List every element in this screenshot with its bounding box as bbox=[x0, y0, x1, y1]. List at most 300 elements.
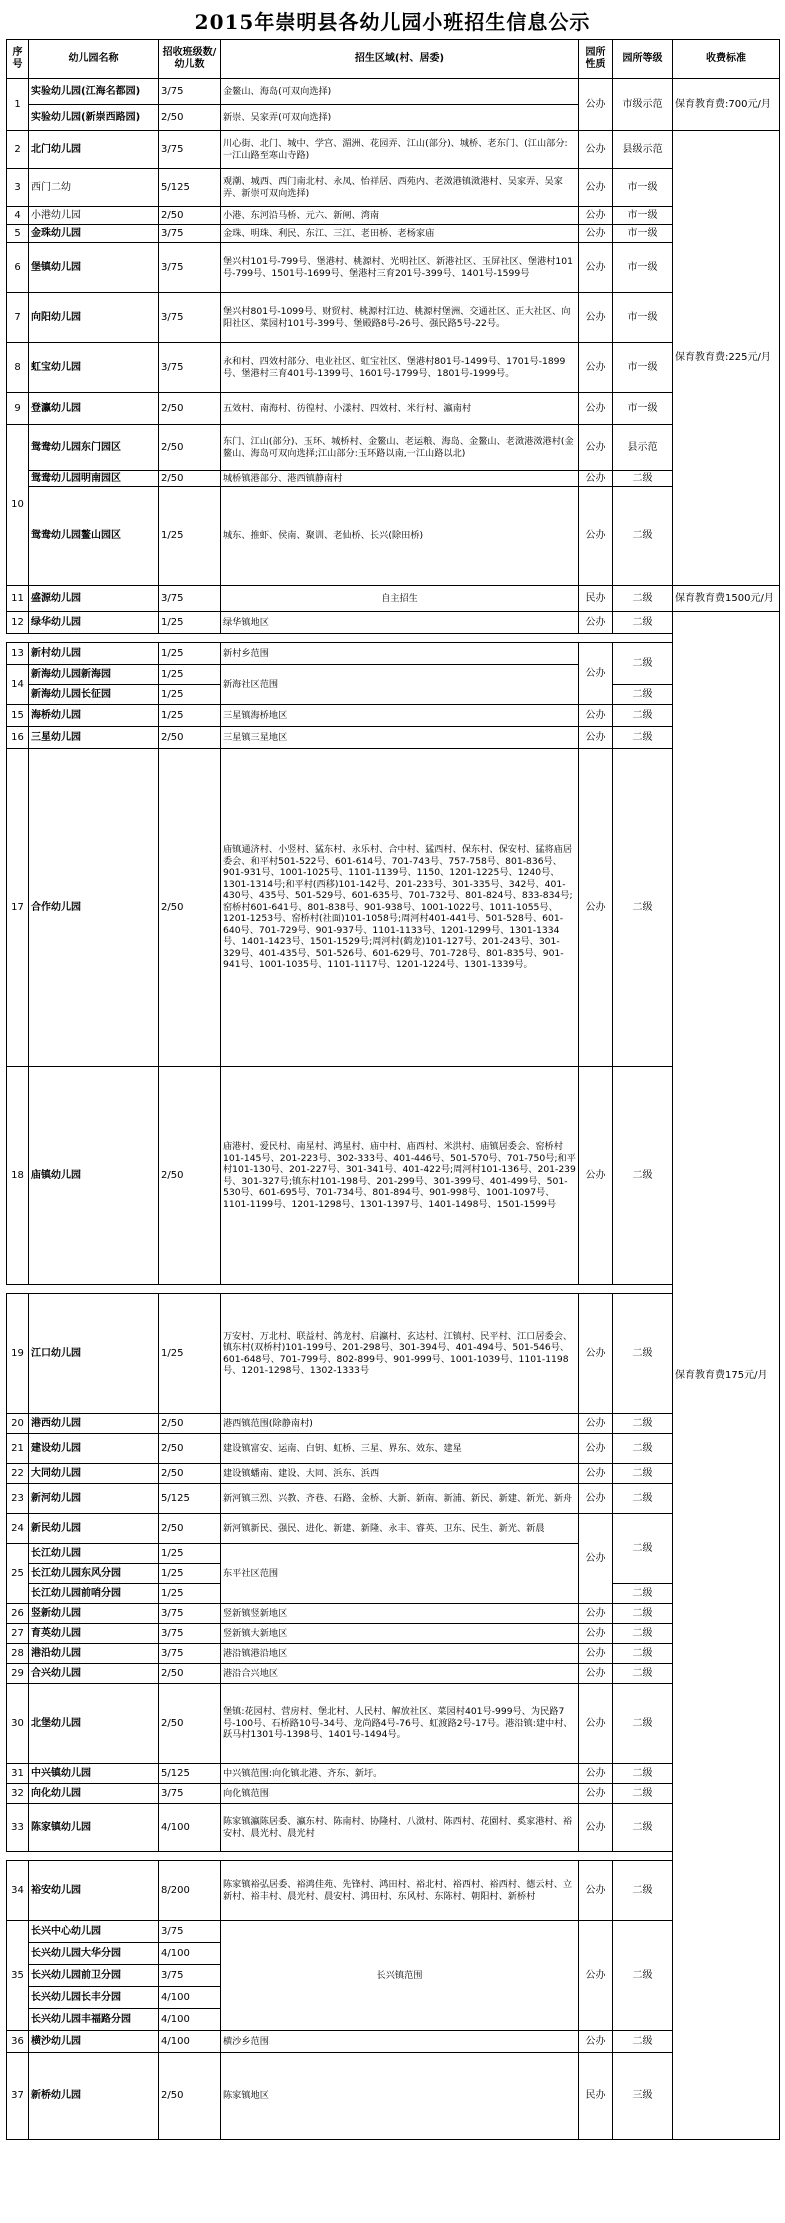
area-cell: 中兴镇范围:向化镇北港、齐东、新圩。 bbox=[221, 1764, 579, 1784]
nature-cell: 公办 bbox=[579, 727, 613, 749]
quota-cell: 2/50 bbox=[159, 1464, 221, 1484]
area-cell: 堡镇:花园村、营房村、堡北村、人民村、解放社区、菜园村401号-999号、为民路7号-100号、石桥路10号-34号、龙尚路4号-76号、虹渡路2号-17号。港沿镇:建中村、跃马村1301号-1398号、1401号-1494号。 bbox=[221, 1684, 579, 1764]
area-cell: 自主招生 bbox=[221, 586, 579, 612]
seq-cell: 32 bbox=[7, 1784, 29, 1804]
table-row bbox=[7, 1804, 780, 1852]
quota-cell: 2/50 bbox=[159, 1514, 221, 1544]
quota-cell: 1/25 bbox=[159, 643, 221, 665]
nature-cell: 公办 bbox=[579, 425, 613, 471]
quota-cell: 1/25 bbox=[159, 1564, 221, 1584]
area-cell: 长兴镇范围 bbox=[221, 1921, 579, 2031]
grade-cell: 市级示范 bbox=[613, 79, 673, 131]
name-cell: 长兴幼儿园长丰分园 bbox=[29, 1987, 159, 2009]
nature-cell: 公办 bbox=[579, 1804, 613, 1852]
seq-cell: 30 bbox=[7, 1684, 29, 1764]
quota-cell: 4/100 bbox=[159, 1943, 221, 1965]
area-cell: 小港、东河沿马桥、元六、新闸、湾南 bbox=[221, 207, 579, 225]
grade-cell: 二级 bbox=[613, 1604, 673, 1624]
header-quota: 招收班级数/幼儿数 bbox=[159, 40, 221, 79]
grade-cell: 二级 bbox=[613, 2031, 673, 2053]
table-row bbox=[7, 1464, 780, 1484]
seq-cell: 20 bbox=[7, 1414, 29, 1434]
nature-cell: 公办 bbox=[579, 1664, 613, 1684]
name-cell: 向化幼儿园 bbox=[29, 1784, 159, 1804]
name-cell: 堡镇幼儿园 bbox=[29, 243, 159, 293]
nature-cell: 公办 bbox=[579, 1067, 613, 1285]
grade-cell: 二级 bbox=[613, 1804, 673, 1852]
enrollment-table bbox=[6, 39, 780, 2140]
grade-cell: 二级 bbox=[613, 1414, 673, 1434]
quota-cell: 3/75 bbox=[159, 1965, 221, 1987]
table-row bbox=[7, 393, 780, 425]
nature-cell: 公办 bbox=[579, 393, 613, 425]
table-row bbox=[7, 2053, 780, 2140]
quota-cell: 2/50 bbox=[159, 207, 221, 225]
name-cell: 鸳鸯幼儿园东门园区 bbox=[29, 425, 159, 471]
seq-cell: 11 bbox=[7, 586, 29, 612]
area-cell: 万安村、万北村、联益村、鸽龙村、启瀛村、玄达村、江镇村、民平村、江口居委会、镇东村(双桥村)101-199号、201-298号、301-394号、401-494号、501-546号、601-648号、701-799号、802-899号、901-999号、1001-1039号、1101-1198号、1201-1298号、1302-1333号 bbox=[221, 1294, 579, 1414]
quota-cell: 2/50 bbox=[159, 2053, 221, 2140]
name-cell: 港沿幼儿园 bbox=[29, 1644, 159, 1664]
name-cell: 北堡幼儿园 bbox=[29, 1684, 159, 1764]
name-cell: 庙镇幼儿园 bbox=[29, 1067, 159, 1285]
table-row bbox=[7, 79, 780, 105]
seq-cell: 1 bbox=[7, 79, 29, 131]
grade-cell: 二级 bbox=[613, 612, 673, 634]
area-cell: 绿华镇地区 bbox=[221, 612, 579, 634]
quota-cell: 3/75 bbox=[159, 1604, 221, 1624]
grade-cell: 二级 bbox=[613, 685, 673, 705]
quota-cell: 3/75 bbox=[159, 225, 221, 243]
seq-cell: 29 bbox=[7, 1664, 29, 1684]
quota-cell: 2/50 bbox=[159, 1684, 221, 1764]
name-cell: 金珠幼儿园 bbox=[29, 225, 159, 243]
nature-cell: 公办 bbox=[579, 169, 613, 207]
name-cell: 盛源幼儿园 bbox=[29, 586, 159, 612]
quota-cell: 4/100 bbox=[159, 1987, 221, 2009]
seq-cell: 5 bbox=[7, 225, 29, 243]
grade-cell: 二级 bbox=[613, 749, 673, 1067]
grade-cell: 二级 bbox=[613, 1921, 673, 2031]
grade-cell: 市一级 bbox=[613, 243, 673, 293]
name-cell: 海桥幼儿园 bbox=[29, 705, 159, 727]
table-row bbox=[7, 1861, 780, 1921]
fee-cell: 保育教育费175元/月 bbox=[673, 612, 780, 2140]
grade-cell: 市一级 bbox=[613, 225, 673, 243]
grade-cell: 二级 bbox=[613, 586, 673, 612]
gap-cell bbox=[7, 1285, 673, 1294]
header-area: 招生区域(村、居委) bbox=[221, 40, 579, 79]
quota-cell: 2/50 bbox=[159, 471, 221, 487]
quota-cell: 3/75 bbox=[159, 243, 221, 293]
seq-cell: 4 bbox=[7, 207, 29, 225]
nature-cell: 公办 bbox=[579, 1604, 613, 1624]
grade-cell: 县示范 bbox=[613, 425, 673, 471]
name-cell: 新海幼儿园新海园 bbox=[29, 665, 159, 685]
seq-cell: 2 bbox=[7, 131, 29, 169]
nature-cell: 公办 bbox=[579, 1464, 613, 1484]
seq-cell: 13 bbox=[7, 643, 29, 665]
area-cell: 东门、江山(部分)、玉环、城桥村、金鳌山、老运粮、海岛、金鳌山、老滧港滧港村(金鳌山、海岛可双向选择;江山部分:玉环路以南,一江山路以北) bbox=[221, 425, 579, 471]
header-row bbox=[7, 40, 780, 79]
grade-cell: 二级 bbox=[613, 487, 673, 586]
nature-cell: 公办 bbox=[579, 1434, 613, 1464]
quota-cell: 3/75 bbox=[159, 1624, 221, 1644]
area-cell: 竖新镇竖新地区 bbox=[221, 1604, 579, 1624]
table-row bbox=[7, 1434, 780, 1464]
grade-cell: 市一级 bbox=[613, 207, 673, 225]
grade-cell: 二级 bbox=[613, 1764, 673, 1784]
area-cell: 三星镇三星地区 bbox=[221, 727, 579, 749]
name-cell: 长兴幼儿园前卫分园 bbox=[29, 1965, 159, 1987]
name-cell: 中兴镇幼儿园 bbox=[29, 1764, 159, 1784]
quota-cell: 2/50 bbox=[159, 1067, 221, 1285]
name-cell: 鸳鸯幼儿园明南园区 bbox=[29, 471, 159, 487]
area-cell: 陈家镇瀛陈居委、瀛东村、陈南村、协隆村、八滧村、陈西村、花園村、奚家港村、裕安村、晨光村、晨光村 bbox=[221, 1804, 579, 1852]
nature-cell: 公办 bbox=[579, 1861, 613, 1921]
grade-cell: 二级 bbox=[613, 1464, 673, 1484]
quota-cell: 1/25 bbox=[159, 1544, 221, 1564]
table-row bbox=[7, 243, 780, 293]
section-gap bbox=[7, 1285, 780, 1294]
name-cell: 绿华幼儿园 bbox=[29, 612, 159, 634]
name-cell: 长兴幼儿园大华分园 bbox=[29, 1943, 159, 1965]
quota-cell: 1/25 bbox=[159, 1294, 221, 1414]
seq-cell: 25 bbox=[7, 1544, 29, 1604]
nature-cell: 公办 bbox=[579, 1414, 613, 1434]
table-row bbox=[7, 293, 780, 343]
grade-cell: 二级 bbox=[613, 1584, 673, 1604]
quota-cell: 1/25 bbox=[159, 705, 221, 727]
seq-cell: 9 bbox=[7, 393, 29, 425]
seq-cell: 36 bbox=[7, 2031, 29, 2053]
area-cell: 港沿合兴地区 bbox=[221, 1664, 579, 1684]
quota-cell: 2/50 bbox=[159, 1434, 221, 1464]
quota-cell: 5/125 bbox=[159, 1764, 221, 1784]
table-row bbox=[7, 749, 780, 1067]
area-cell: 横沙乡范围 bbox=[221, 2031, 579, 2053]
quota-cell: 3/75 bbox=[159, 586, 221, 612]
table-row bbox=[7, 169, 780, 207]
nature-cell: 公办 bbox=[579, 1921, 613, 2031]
grade-cell: 市一级 bbox=[613, 293, 673, 343]
quota-cell: 2/50 bbox=[159, 1414, 221, 1434]
name-cell: 大同幼儿园 bbox=[29, 1464, 159, 1484]
nature-cell: 公办 bbox=[579, 1294, 613, 1414]
quota-cell: 4/100 bbox=[159, 2031, 221, 2053]
nature-cell: 公办 bbox=[579, 1484, 613, 1514]
name-cell: 三星幼儿园 bbox=[29, 727, 159, 749]
nature-cell: 公办 bbox=[579, 243, 613, 293]
table-row bbox=[7, 131, 780, 169]
header-nature: 园所性质 bbox=[579, 40, 613, 79]
nature-cell: 民办 bbox=[579, 586, 613, 612]
grade-cell: 二级 bbox=[613, 1294, 673, 1414]
name-cell: 长江幼儿园东风分园 bbox=[29, 1564, 159, 1584]
quota-cell: 2/50 bbox=[159, 727, 221, 749]
name-cell: 新桥幼儿园 bbox=[29, 2053, 159, 2140]
seq-cell: 14 bbox=[7, 665, 29, 705]
quota-cell: 1/25 bbox=[159, 685, 221, 705]
quota-cell: 2/50 bbox=[159, 393, 221, 425]
table-row bbox=[7, 705, 780, 727]
name-cell: 竖新幼儿园 bbox=[29, 1604, 159, 1624]
area-cell: 五效村、南海村、彷徨村、小漾村、四效村、米行村、瀛南村 bbox=[221, 393, 579, 425]
grade-cell: 二级 bbox=[613, 1644, 673, 1664]
seq-cell: 18 bbox=[7, 1067, 29, 1285]
area-cell: 港西镇范围(除静南村) bbox=[221, 1414, 579, 1434]
name-cell: 实验幼儿园(江海名都园) bbox=[29, 79, 159, 105]
table-row bbox=[7, 643, 780, 665]
section-gap bbox=[7, 634, 780, 643]
table-row bbox=[7, 1921, 780, 1943]
grade-cell: 二级 bbox=[613, 1664, 673, 1684]
nature-cell: 公办 bbox=[579, 705, 613, 727]
seq-cell: 34 bbox=[7, 1861, 29, 1921]
quota-cell: 3/75 bbox=[159, 79, 221, 105]
grade-cell: 二级 bbox=[613, 727, 673, 749]
table-row bbox=[7, 1294, 780, 1414]
grade-cell: 二级 bbox=[613, 1684, 673, 1764]
table-row bbox=[7, 1664, 780, 1684]
seq-cell: 24 bbox=[7, 1514, 29, 1544]
name-cell: 长兴幼儿园丰福路分园 bbox=[29, 2009, 159, 2031]
area-cell: 城桥镇港部分、港西镇静南村 bbox=[221, 471, 579, 487]
table-row bbox=[7, 2031, 780, 2053]
nature-cell: 公办 bbox=[579, 471, 613, 487]
seq-cell: 19 bbox=[7, 1294, 29, 1414]
grade-cell: 二级 bbox=[613, 1861, 673, 1921]
seq-cell: 10 bbox=[7, 425, 29, 586]
nature-cell: 公办 bbox=[579, 1684, 613, 1764]
table-row bbox=[7, 1784, 780, 1804]
seq-cell: 8 bbox=[7, 343, 29, 393]
table-row bbox=[7, 1644, 780, 1664]
name-cell: 合兴幼儿园 bbox=[29, 1664, 159, 1684]
fee-cell: 保育教育费1500元/月 bbox=[673, 586, 780, 612]
name-cell: 裕安幼儿园 bbox=[29, 1861, 159, 1921]
area-cell: 堡兴村101号-799号、堡港村、桃源村、光明社区、新港社区、玉屏社区、堡港村101号-799号、1501号-1699号、堡港村三育201号-399号、1401号-1599号 bbox=[221, 243, 579, 293]
grade-cell: 二级 bbox=[613, 643, 673, 685]
name-cell: 建设幼儿园 bbox=[29, 1434, 159, 1464]
name-cell: 合作幼儿园 bbox=[29, 749, 159, 1067]
nature-cell: 公办 bbox=[579, 343, 613, 393]
area-cell: 港沿镇港沿地区 bbox=[221, 1644, 579, 1664]
seq-cell: 6 bbox=[7, 243, 29, 293]
area-cell: 庙港村、爱民村、南星村、鸿星村、庙中村、庙西村、米洪村、庙镇居委会、窑桥村101-145号、201-223号、302-333号、401-446号、501-570号、701-750号;和平村101-130号、201-227号、301-341号、401-422号;周河村101-136号、201-239号、301-327号;镇东村101-198号、201-299号、301-399号、401-499号、501-530号、601-695号、701-734号、801-894号、901-998号、1001-1097号、1101-1199号、1201-1298号、1301-1397号、1401-1498号、1501-1599号 bbox=[221, 1067, 579, 1285]
name-cell: 向阳幼儿园 bbox=[29, 293, 159, 343]
grade-cell: 二级 bbox=[613, 1484, 673, 1514]
grade-cell: 二级 bbox=[613, 1624, 673, 1644]
table-row bbox=[7, 1624, 780, 1644]
grade-cell: 三级 bbox=[613, 2053, 673, 2140]
quota-cell: 1/25 bbox=[159, 487, 221, 586]
nature-cell: 公办 bbox=[579, 225, 613, 243]
name-cell: 江口幼儿园 bbox=[29, 1294, 159, 1414]
nature-cell: 公办 bbox=[579, 131, 613, 169]
seq-cell: 12 bbox=[7, 612, 29, 634]
nature-cell: 公办 bbox=[579, 2031, 613, 2053]
area-cell: 金珠、明珠、利民、东江、三江、老田桥、老杨家庙 bbox=[221, 225, 579, 243]
table-row bbox=[7, 1484, 780, 1514]
area-cell: 城东、推虾、侯南、聚训、老仙桥、长兴(除田桥) bbox=[221, 487, 579, 586]
name-cell: 育英幼儿园 bbox=[29, 1624, 159, 1644]
table-row bbox=[7, 425, 780, 471]
name-cell: 实验幼儿园(新崇西路园) bbox=[29, 105, 159, 131]
table-row bbox=[7, 1604, 780, 1624]
name-cell: 新民幼儿园 bbox=[29, 1514, 159, 1544]
grade-cell: 二级 bbox=[613, 705, 673, 727]
name-cell: 北门幼儿园 bbox=[29, 131, 159, 169]
seq-cell: 27 bbox=[7, 1624, 29, 1644]
seq-cell: 35 bbox=[7, 1921, 29, 2031]
quota-cell: 3/75 bbox=[159, 1644, 221, 1664]
grade-cell: 二级 bbox=[613, 471, 673, 487]
section-gap bbox=[7, 1852, 780, 1861]
quota-cell: 2/50 bbox=[159, 749, 221, 1067]
quota-cell: 5/125 bbox=[159, 169, 221, 207]
table-row bbox=[7, 343, 780, 393]
seq-cell: 21 bbox=[7, 1434, 29, 1464]
area-cell: 新河镇新民、强民、进化、新建、新隆、永丰、睿英、卫东、民生、新光、新晨 bbox=[221, 1514, 579, 1544]
page-title: 2015年崇明县各幼儿园小班招生信息公示 bbox=[194, 10, 591, 34]
table-row bbox=[7, 1414, 780, 1434]
grade-cell: 二级 bbox=[613, 1067, 673, 1285]
seq-cell: 26 bbox=[7, 1604, 29, 1624]
name-cell: 登瀛幼儿园 bbox=[29, 393, 159, 425]
fee-cell: 保育教育费:700元/月 bbox=[673, 79, 780, 131]
area-cell: 川心街、北门、城中、学宫、湄洲、花园弄、江山(部分)、城桥、老东门、(江山部分:一江山路至寒山寺路) bbox=[221, 131, 579, 169]
grade-cell: 县级示范 bbox=[613, 131, 673, 169]
area-cell: 庙镇通济村、小竖村、猛东村、永乐村、合中村、猛西村、保东村、保安村、猛将庙居委会、和平村501-522号、601-614号、701-743号、757-758号、801-836号、901-931号、1001-1025号、1101-1139号、1150、1201-1225号、1240号、1301-1314号;和平村(西移)101-142号、201-233号、301-335号、342号、401-430号、435号、501-529号、601-635号、701-732号、801-824号、833-834号;窑桥村601-641号、801-838号、901-938号、1001-1022号、1011-1055号、1201-1253号、窑桥村(社面)101-1058号;周河村401-441号、501-528号、601-640号、701-729号、901-937号、1101-1133号、1201-1299号、1301-1334号、1401-1423号、1501-1529号;周河村(鹤龙)101-127号、201-243号、301-329号、401-435号、501-526号、601-629号、701-728号、801-835号、901-941号、1001-1035号、1101-1117号、1201-1224号、1301-1339号。 bbox=[221, 749, 579, 1067]
nature-cell: 公办 bbox=[579, 207, 613, 225]
table-row bbox=[7, 1764, 780, 1784]
header-fee: 收费标准 bbox=[673, 40, 780, 79]
table-row bbox=[7, 225, 780, 243]
seq-cell: 17 bbox=[7, 749, 29, 1067]
nature-cell: 公办 bbox=[579, 487, 613, 586]
seq-cell: 23 bbox=[7, 1484, 29, 1514]
quota-cell: 2/50 bbox=[159, 105, 221, 131]
name-cell: 小港幼儿园 bbox=[29, 207, 159, 225]
area-cell: 竖新镇大新地区 bbox=[221, 1624, 579, 1644]
quota-cell: 4/100 bbox=[159, 2009, 221, 2031]
nature-cell: 公办 bbox=[579, 1784, 613, 1804]
table-row bbox=[7, 1514, 780, 1544]
seq-cell: 28 bbox=[7, 1644, 29, 1664]
area-cell: 东平社区范围 bbox=[221, 1544, 579, 1604]
quota-cell: 2/50 bbox=[159, 425, 221, 471]
quota-cell: 3/75 bbox=[159, 293, 221, 343]
table-row bbox=[7, 727, 780, 749]
area-cell: 金鳌山、海岛(可双向选择) bbox=[221, 79, 579, 105]
area-cell: 向化镇范围 bbox=[221, 1784, 579, 1804]
area-cell: 新河镇三烈、兴教、齐巷、石路、金桥、大新、新南、新浦、新民、新建、新光、新舟 bbox=[221, 1484, 579, 1514]
nature-cell: 公办 bbox=[579, 1764, 613, 1784]
area-cell: 陈家镇地区 bbox=[221, 2053, 579, 2140]
table-row bbox=[7, 612, 780, 634]
name-cell: 新村幼儿园 bbox=[29, 643, 159, 665]
quota-cell: 4/100 bbox=[159, 1804, 221, 1852]
name-cell: 长兴中心幼儿园 bbox=[29, 1921, 159, 1943]
area-cell: 永和村、四效村部分、电业社区、虹宝社区、堡港村801号-1499号、1701号-1899号、堡港村三育401号-1399号、1601号-1799号、1801号-1999号。 bbox=[221, 343, 579, 393]
quota-cell: 3/75 bbox=[159, 1921, 221, 1943]
quota-cell: 3/75 bbox=[159, 343, 221, 393]
name-cell: 长江幼儿园 bbox=[29, 1544, 159, 1564]
seq-cell: 37 bbox=[7, 2053, 29, 2140]
seq-cell: 31 bbox=[7, 1764, 29, 1784]
nature-cell: 公办 bbox=[579, 749, 613, 1067]
area-cell: 新海社区范围 bbox=[221, 665, 579, 705]
table-row bbox=[7, 1067, 780, 1285]
grade-cell: 二级 bbox=[613, 1784, 673, 1804]
table-row bbox=[7, 207, 780, 225]
quota-cell: 2/50 bbox=[159, 1664, 221, 1684]
quota-cell: 1/25 bbox=[159, 665, 221, 685]
quota-cell: 1/25 bbox=[159, 1584, 221, 1604]
header-grade: 园所等级 bbox=[613, 40, 673, 79]
area-cell: 新崇、吴家弄(可双向选择) bbox=[221, 105, 579, 131]
area-cell: 建设镇蟠南、建设、大同、浜东、浜西 bbox=[221, 1464, 579, 1484]
quota-cell: 3/75 bbox=[159, 131, 221, 169]
nature-cell: 民办 bbox=[579, 2053, 613, 2140]
name-cell: 西门二幼 bbox=[29, 169, 159, 207]
nature-cell: 公办 bbox=[579, 293, 613, 343]
name-cell: 新海幼儿园长征园 bbox=[29, 685, 159, 705]
name-cell: 虹宝幼儿园 bbox=[29, 343, 159, 393]
grade-cell: 二级 bbox=[613, 1434, 673, 1464]
area-cell: 陈家镇裕弘居委、裕鸿佳苑、先锋村、鸿田村、裕北村、裕西村、裕西村、德云村、立新村、裕丰村、晨光村、晨安村、鸿田村、东风村、东陈村、朝阳村、新桥村 bbox=[221, 1861, 579, 1921]
table-row bbox=[7, 1684, 780, 1764]
seq-cell: 16 bbox=[7, 727, 29, 749]
grade-cell: 市一级 bbox=[613, 393, 673, 425]
area-cell: 新村乡范围 bbox=[221, 643, 579, 665]
seq-cell: 22 bbox=[7, 1464, 29, 1484]
name-cell: 新河幼儿园 bbox=[29, 1484, 159, 1514]
seq-cell: 33 bbox=[7, 1804, 29, 1852]
grade-cell: 市一级 bbox=[613, 169, 673, 207]
nature-cell: 公办 bbox=[579, 612, 613, 634]
nature-cell: 公办 bbox=[579, 643, 613, 705]
area-cell: 堡兴村801号-1099号、财贸村、桃源村江边、桃源村堡洲、交通社区、正大社区、向阳社区、菜园村101号-399号、堡殿路8号-26号、强民路5号-22号。 bbox=[221, 293, 579, 343]
quota-cell: 5/125 bbox=[159, 1484, 221, 1514]
gap-cell bbox=[7, 1852, 673, 1861]
table-row bbox=[7, 487, 780, 586]
grade-cell: 二级 bbox=[613, 1514, 673, 1584]
seq-cell: 3 bbox=[7, 169, 29, 207]
area-cell: 建设镇富安、运南、白钥、虹桥、三星、界东、效东、建星 bbox=[221, 1434, 579, 1464]
header-seq: 序号 bbox=[7, 40, 29, 79]
table-row bbox=[7, 471, 780, 487]
header-name: 幼儿园名称 bbox=[29, 40, 159, 79]
seq-cell: 7 bbox=[7, 293, 29, 343]
name-cell: 陈家镇幼儿园 bbox=[29, 1804, 159, 1852]
name-cell: 港西幼儿园 bbox=[29, 1414, 159, 1434]
area-cell: 三星镇海桥地区 bbox=[221, 705, 579, 727]
nature-cell: 公办 bbox=[579, 1514, 613, 1604]
name-cell: 鸳鸯幼儿园鳌山园区 bbox=[29, 487, 159, 586]
notice-sheet bbox=[6, 6, 779, 2140]
nature-cell: 公办 bbox=[579, 79, 613, 131]
quota-cell: 3/75 bbox=[159, 1784, 221, 1804]
table-row bbox=[7, 586, 780, 612]
nature-cell: 公办 bbox=[579, 1644, 613, 1664]
fee-cell: 保育教育费:225元/月 bbox=[673, 131, 780, 586]
gap-cell bbox=[7, 634, 673, 643]
quota-cell: 1/25 bbox=[159, 612, 221, 634]
name-cell: 长江幼儿园前哨分园 bbox=[29, 1584, 159, 1604]
grade-cell: 市一级 bbox=[613, 343, 673, 393]
